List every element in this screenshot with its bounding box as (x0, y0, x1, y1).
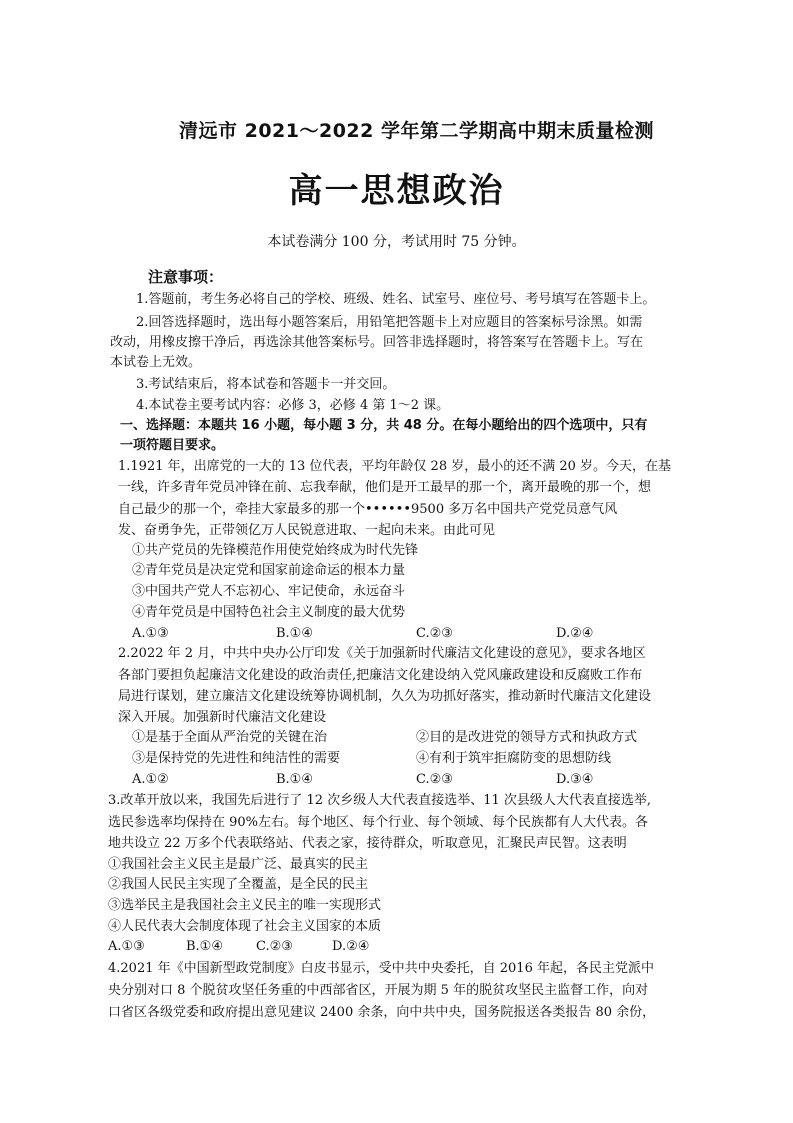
q4-stem-line-2: 央分别对口 8 个脱贫攻坚任务重的中西部省区，开展为期 5 年的脱贫攻坚民主监督工作，向对 (108, 983, 649, 998)
q1-statement-3: ③中国共产党人不忘初心、牢记使命，永远奋斗 (132, 584, 406, 599)
q2-option-b: B.①④ (276, 772, 313, 787)
subject-title: 高一思想政治 (288, 171, 505, 211)
q2-statement-4: ④有利于筑牢拒腐防变的思想防线 (416, 751, 612, 766)
notice-item-3: 3.考试结束后，将本试卷和答题卡一并交回。 (136, 377, 396, 392)
q1-option-c: C.②③ (416, 626, 453, 641)
q1-stem-line-4: 发、奋勇争先，正带领亿万人民锐意进取、一起向未来。由此可见 (118, 523, 496, 538)
notice-item-4: 4.本试卷主要考试内容：必修 3，必修 4 第 1～2 课。 (136, 398, 450, 413)
q4-stem-line-1: 4.2021 年《中国新型政党制度》白皮书显示，受中共中央委托，自 2016 年起，各民主党派中 (108, 961, 654, 976)
q1-statement-2: ②青年党员是决定党和国家前途命运的根本力量 (132, 563, 406, 578)
notice-item-1: 1.答题前，考生务必将自己的学校、班级、姓名、试室号、座位号、考号填写在答题卡上。 (136, 292, 656, 307)
exam-subtitle: 本试卷满分 100 分，考试用时 75 分钟。 (267, 234, 526, 250)
q2-statement-1: ①是基于全面从严治党的关键在治 (132, 730, 328, 745)
q3-statement-3: ③选举民主是我国社会主义民主的唯一实现形式 (108, 898, 382, 913)
q1-statement-1: ①共产党员的先锋模范作用使党始终成为时代先锋 (132, 543, 419, 558)
q1-statement-4: ④青年党员是中国特色社会主义制度的最大优势 (132, 605, 406, 620)
notice-heading: 注意事项： (148, 268, 224, 286)
q3-option-d: D.②④ (332, 939, 370, 954)
section-1-line-1: 一、选择题：本题共 16 小题，每小题 3 分，共 48 分。在每小题给出的四个选项中，只有 (120, 418, 648, 433)
exam-title: 清远市 2021～2022 学年第二学期高中期末质量检测 (179, 120, 654, 142)
q2-option-d: D.③④ (556, 772, 594, 787)
q1-option-a: A.①③ (132, 626, 169, 641)
q3-option-c: C.②③ (256, 939, 293, 954)
q1-option-b: B.①④ (276, 626, 313, 641)
q3-option-a: A.①③ (108, 939, 145, 954)
q1-stem-line-3: 自己最少的那一个，牵挂大家最多的那一个••••••9500 多万名中国共产党党员意气风 (118, 502, 618, 517)
q2-stem-line-1: 2.2022 年 2 月，中共中央办公厅印发《关于加强新时代廉洁文化建设的意见》，要求各地区 (118, 646, 646, 661)
q2-statement-3: ③是保持党的先进性和纯洁性的需要 (132, 751, 341, 766)
q3-stem-line-1: 3.改革开放以来，我国先后进行了 12 次乡级人大代表直接选举、11 次县级人大代表直接选举, (108, 793, 652, 808)
notice-item-2-line-2: 改动，用橡皮擦干净后，再选涂其他答案标号。回答非选择题时，将答案写在答题卡上。写在 (110, 335, 644, 350)
q3-stem-line-2: 选民参选率均保持在 90%左右。每个地区、每个行业、每个领域、每个民族都有人大代表。各 (108, 815, 649, 830)
q2-option-a: A.①② (132, 772, 169, 787)
q1-option-d: D.②④ (556, 626, 594, 641)
q1-stem-line-2: 一线，许多青年党员冲锋在前、忘我奉献，他们是开工最早的那一个，离开最晚的那一个，想 (118, 480, 652, 495)
section-1-line-2: 一项符题目要求。 (120, 438, 225, 453)
notice-item-2-line-3: 本试卷上无效。 (110, 355, 202, 370)
q3-stem-line-3: 地共设立 22 万多个代表联络站、代表之家，接待群众，听取意见，汇聚民声民智。这表明 (108, 836, 627, 851)
q2-stem-line-2: 各部门要担负起廉洁文化建设的政治责任,把廉洁文化建设纳入党风廉政建设和反腐败工作布 (118, 668, 643, 683)
q3-statement-1: ①我国社会主义民主是最广泛、最真实的民主 (108, 857, 369, 872)
q2-statement-2: ②目的是改进党的领导方式和执政方式 (416, 730, 638, 745)
notice-item-2-line-1: 2.回答选择题时，选出每小题答案后，用铅笔把答题卡上对应题目的答案标号涂黑。如需 (136, 315, 643, 330)
q2-stem-line-4: 深入开展。加强新时代廉洁文化建设 (118, 710, 327, 725)
q4-stem-line-3: 口省区各级党委和政府提出意见建议 2400 余条，向中共中央，国务院报送各类报告 80 余份， (108, 1005, 656, 1020)
q3-statement-2: ②我国人民民主实现了全覆盖，是全民的民主 (108, 877, 369, 892)
q3-option-b: B.①④ (186, 939, 223, 954)
q2-stem-line-3: 局进行谋划，建立廉洁文化建设统筹协调机制，久久为功抓好落实，推动新时代廉洁文化建设 (118, 689, 652, 704)
q1-stem-line-1: 1.1921 年，出席党的一大的 13 位代表，平均年龄仅 28 岁，最小的还不满 20 岁。今天，在基 (118, 459, 672, 474)
q2-option-c: C.②③ (416, 772, 453, 787)
q3-statement-4: ④人民代表大会制度体现了社会主义国家的本质 (108, 919, 382, 934)
